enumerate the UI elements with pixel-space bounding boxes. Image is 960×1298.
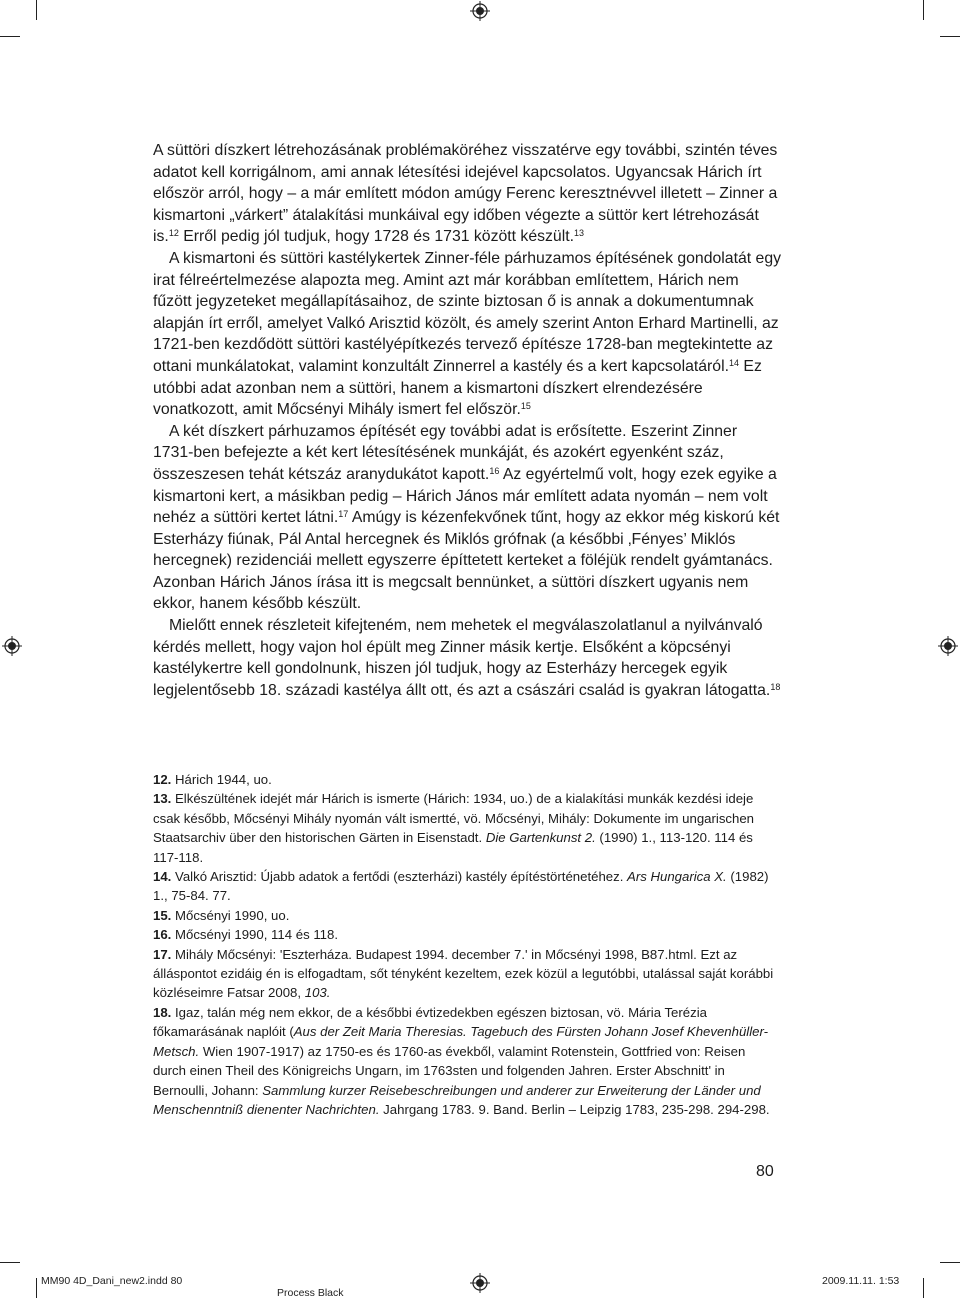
footnote-text: Mihály Mőcsényi: 'Eszterháza. Budapest 1994. december 7.' in Mőcsényi 1998, B87.html. Ezt az álláspontot ezidáig én is elfogadtam, sőt tényként kezeltem, ezek közül a legutóbbi, utalással saját korábbi közléseimre Fatsar 2008, 103. [153,946,774,1001]
footnote-item [153,789,781,867]
footnote-number: 18. [153,1004,172,1020]
footnote-reference: 16 [489,465,500,476]
footnote-item [153,945,781,1003]
registration-mark-icon [2,636,22,656]
footnotes [153,770,781,1119]
crop-mark-bottom-left [36,1278,37,1298]
body-paragraph-1: A süttöri díszkert létrehozásának problémaköréhez visszatérve egy további, szintén téves adatot kell korrigálnom, ami annak létesítési idejével kapcsolatos. Ugyancsak Hárich írt először arról, hogy – a már említett módon amúgy Ferenc keresztnévvel illetett – Zinner a kismartoni „várkert” átalakítási munkáival egy időben végezte a süttör kert létrehozását is.$^{12}$ Erről pedig jól tudjuk, hogy 1728 és 1731 között készült.$^{13}$ [153,142,778,246]
registration-mark-icon [470,1,490,21]
footnote-number: 15. [153,907,172,923]
registration-mark-icon [470,1273,490,1293]
footnote-reference: 13 [574,228,585,239]
footnote-item [153,925,781,944]
footnote-reference: 15 [520,401,531,412]
footnote-item [153,867,781,906]
italic-text: Ars Hungarica X. [627,869,727,885]
slug-date: 2009.11.11. 1:53 [822,1275,900,1287]
footnote-number: 14. [153,869,172,885]
footnote-number: 16. [153,927,172,943]
footnote-number: 17. [153,946,172,962]
footnote-reference: 14 [729,357,740,368]
italic-text: 103. [304,985,331,1001]
crop-mark-top-right-h [940,36,960,37]
crop-mark-bottom-right [923,1278,924,1298]
body-paragraph-3: A két díszkert párhuzamos építését egy további adat is erősítette. Eszerint Zinner 1731-ben befejezte a két kert létesítésének munkáját, és azokért egyenként száz, összeszesen tehát kétszáz aranydukátot kapott.$^{16}$ Az egyértelmű volt, hogy ezek egyike a kismartoni kert, a másikban pedig – Hárich János már említett adata nyomán – nem volt nehéz a süttöri kertet látni.$^{17}$ Amúgy is kézenfekvőnek tűnt, hogy az ekkor még kiskorú két Esterházy fiúnak, Pál Antal hercegnek és Miklós grófnak (a későbbi ‚Fényes’ Miklós hercegnek) rezidenciái mellett egyszerre építtetett kerteket a föléjük rendelt gyámtanács. Azonban Hárich János írása itt is megcsalt bennünket, a süttöri díszkert ugyanis nem ekkor, hanem később készült. [153,422,780,613]
crop-mark-top-left-h [0,36,20,37]
slug-filename: MM90 4D_Dani_new2.indd 80 [41,1275,183,1287]
footnote-text: Mőcsényi 1990, uo. [175,907,290,923]
body-text [153,140,781,701]
slug-color: Process Black [277,1287,344,1298]
crop-mark-bottom-left-h [0,1262,20,1263]
italic-text: Aus der Zeit Maria Theresias. Tagebuch des Fürsten Johann Josef Khevenhüller-Metsch. [153,1024,769,1059]
body-paragraph-2: A kismartoni és süttöri kastélykertek Zinner-féle párhuzamos építésének gondolatát egy irat félreértelmezése alapozta meg. Amint azt már korábban említettem, Hárich nem fűzött jegyzeteket megállapításaihoz, de szinte biztosan ő is annak a dokumentumnak alapján írt erről, amelyet Valkó Arisztid közölt, és amely szerint Anton Erhard Martinelli, az 1721-ben kezdődött süttöri kastélyépítkezés tervező építésze 1728-ban megtekintette az ottani munkálatokat, valamint konzultált Zinnerrel a kastély és a kert kapcsolatáról.$^{14}$ Ez utóbbi adat azonban nem a süttöri, hanem a kismartoni díszkert elrendezésére vonatkozott, amit Mőcsényi Mihály ismert fel először.$^{15}$ [153,249,782,419]
footnote-text: Igaz, talán még nem ekkor, de a későbbi évtizedekben egészen biztosan, vö. Mária Terézia főkamarásának naplóit (Aus der Zeit Maria Theresias. Tagebuch des Fürsten Johann Josef Khevenhüller-Metsch. Wien 1907-1917) az 1750-es és 1760-as évekből, valamint Rotenstein, Gottfried von: Reisen durch einen Theil des Königreichs Ungarn, im 1763sten und folgenden Jahren. Erster Abschnitt' in Bernoulli, Johann: Sammlung kurzer Reisebeschreibungen und anderer zur Erweiterung der Länder und Menschenntniß dienenter Nachrichten. Jahrgang 1783. 9. Band. Berlin – Leipzig 1783, 235-298. 294-298. [153,1004,770,1117]
footnote-item [153,1003,781,1119]
footnote-text: Elkészültének idejét már Hárich is ismerte (Hárich: 1934, uo.) de a kialakítási munkák kezdési ideje csak később, Mőcsényi Mihály nyomán vált ismertté, vö. Mőcsényi, Mihály: Dokumente im ungarischen Staatsarchiv über den historischen Gärten in Eisenstadt. Die Gartenkunst 2. (1990) 1., 113-120. 114 és 117-118. [153,791,755,865]
footnote-reference: 17 [338,509,349,520]
footnote-item [153,770,781,789]
crop-mark-top-left [36,0,37,20]
footnote-number: 12. [153,772,172,787]
italic-text: Sammlung kurzer Reisebeschreibungen und anderer zur Erweiterung der Länder und Menschenntniß dienenter Nachrichten. [153,1082,761,1117]
footnote-reference: 12 [168,228,179,239]
footnote-text: Hárich 1944, uo. [175,772,272,787]
footnote-text: Mőcsényi 1990, 114 és 118. [175,927,339,943]
footnote-number: 13. [153,791,172,807]
page-number: 80 [756,1163,774,1180]
body-paragraph-4: Mielőtt ennek részleteit kifejteném, nem mehetek el megválaszolatlanul a nyilvánvaló kérdés mellett, hogy vajon hol épült meg Zinner másik kertje. Elsőként a köpcsényi kastélykertre kell gondolnunk, hiszen jól tudjuk, hogy az Esterházy hercegek egyik legjelentősebb 18. századi kastélya állt ott, és azt a császári család is gyakran látogatta.$^{18}$ [153,617,781,699]
footnote-reference: 18 [770,681,781,692]
footnote-item [153,906,781,925]
italic-text: Die Gartenkunst 2. [485,830,596,846]
crop-mark-top-right [923,0,924,20]
crop-mark-bottom-right-h [940,1262,960,1263]
footnote-text: Valkó Arisztid: Újabb adatok a fertődi (eszterházi) kastély építéstörténetéhez. Ars Hungarica X. (1982) 1., 75-84. 77. [153,869,769,904]
registration-mark-icon [938,636,958,656]
